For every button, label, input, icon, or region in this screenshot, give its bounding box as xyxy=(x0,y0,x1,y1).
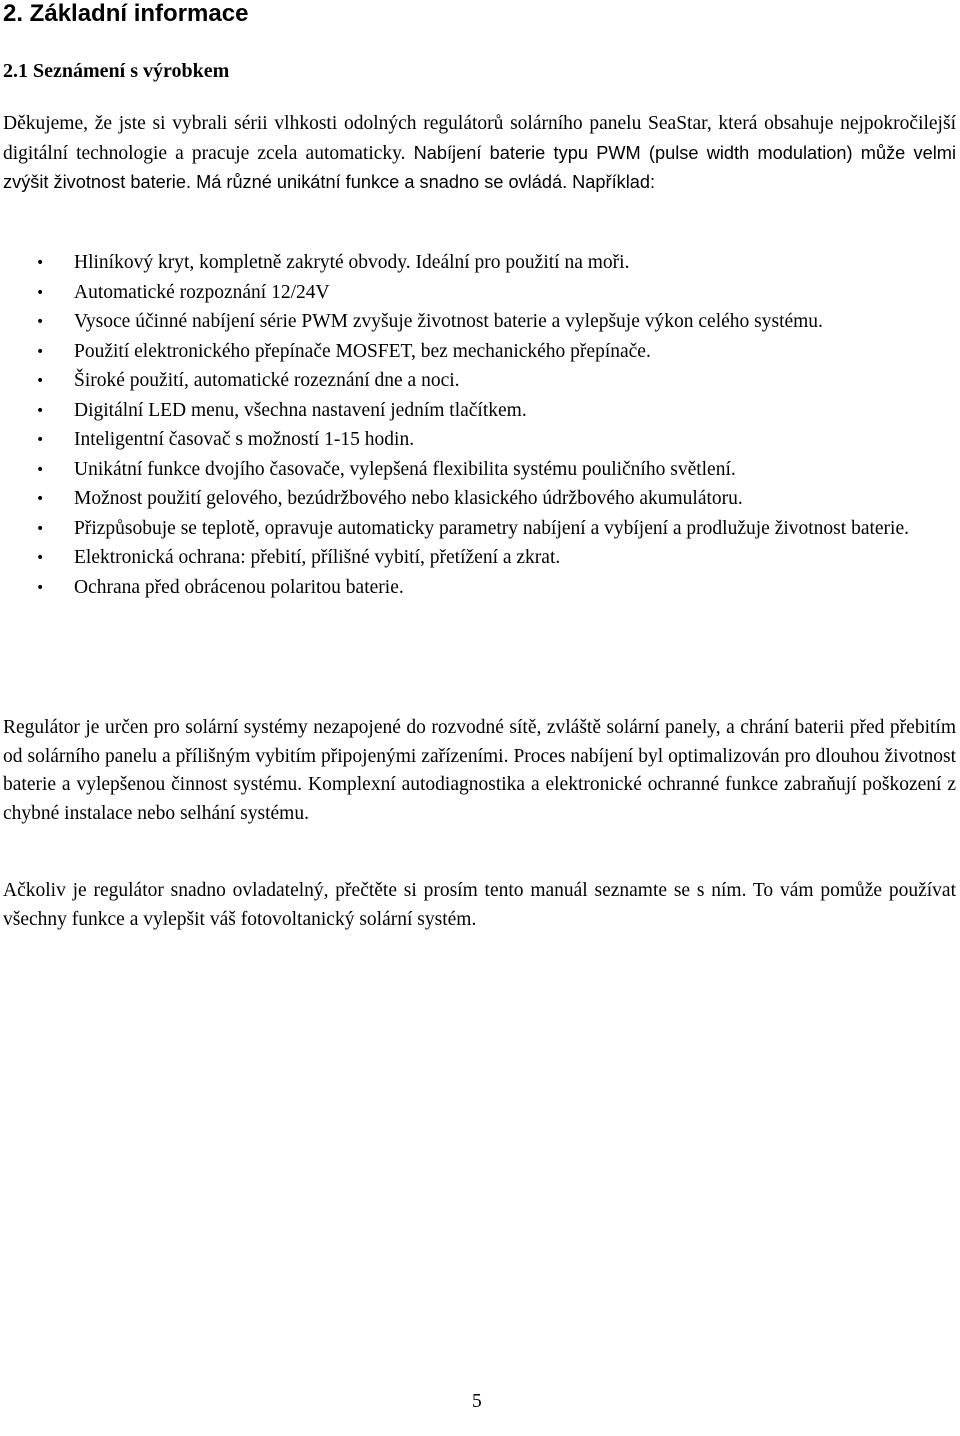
bullet-icon: • xyxy=(36,579,45,596)
list-item xyxy=(0,515,960,544)
bullet-icon: • xyxy=(36,432,45,448)
list-item-text: Vysoce účinné nabíjení série PWM zvyšuje životnost baterie a vylepšuje výkon celého systému. xyxy=(74,311,823,332)
list-item-text: Elektronická ochrana: přebití, přílišné vybití, přetížení a zkrat. xyxy=(74,547,561,568)
list-item-text: Široké použití, automatické rozeznání dne a noci. xyxy=(74,370,460,391)
bullet-icon: • xyxy=(36,520,45,537)
bullet-icon: • xyxy=(36,491,45,507)
list-item xyxy=(0,426,960,455)
list-item-text: Možnost použití gelového, bezúdržbového nebo klasického údržbového akumulátoru. xyxy=(74,488,743,509)
bullet-icon: • xyxy=(36,550,45,566)
purpose-paragraph: Regulátor je určen pro solární systémy nezapojené do rozvodné sítě, zvláště solární panely, a chrání baterii před přebitím od solárního panelu a přílišným vybitím připojenými zařízeními. Proces nabíjení byl optimalizován pro dlouhou životnost baterie a vylepšenou činnost systému. Komplexní autodiagnostika a elektronické ochranné funkce zabraňují poškození z chybné instalace nebo selhání systému. xyxy=(3,717,956,824)
section-heading: 2.1 Seznámení s výrobkem xyxy=(3,60,230,82)
manual-note-paragraph: Ačkoliv je regulátor snadno ovladatelný, přečtěte si prosím tento manuál seznamte se s ním. To vám pomůže používat všechny funkce a vylepšit váš fotovoltanický solární systém. xyxy=(3,880,956,930)
intro-text-serif: Děkujeme, že jste si vybrali sérii vlhkosti odolných regulátorů solárního panelu SeaStar, která obsahuje nejpokročilejší digitální technologie a pracuje zcela automaticky. xyxy=(3,113,956,164)
list-item-text: Použití elektronického přepínače MOSFET, bez mechanického přepínače. xyxy=(74,340,651,362)
intro-text-sans: Nabíjení baterie typu PWM (pulse width modulation) může velmi zvýšit životnost baterie. Má různé unikátní funkce a snadno se ovládá. Například: xyxy=(3,142,956,192)
list-item xyxy=(0,574,960,603)
page-number: 5 xyxy=(472,1391,482,1412)
list-item xyxy=(0,249,960,278)
intro-paragraph xyxy=(3,110,956,198)
bullet-icon: • xyxy=(36,255,45,271)
feature-list xyxy=(0,249,960,603)
bullet-icon: • xyxy=(36,373,45,389)
bullet-icon: • xyxy=(36,461,45,478)
list-item xyxy=(0,279,960,308)
list-item xyxy=(0,456,960,485)
list-item-text: Přizpůsobuje se teplotě, opravuje automaticky parametry nabíjení a vybíjení a prodlužuje životnost baterie. xyxy=(74,517,909,539)
list-item-text: Hliníkový kryt, kompletně zakryté obvody. Ideální pro použití na moři. xyxy=(74,252,630,273)
list-item-text: Automatické rozpoznání 12/24V xyxy=(74,281,330,303)
list-item xyxy=(0,367,960,396)
list-item xyxy=(0,397,960,426)
list-item-text: Unikátní funkce dvojího časovače, vylepšená flexibilita systému pouličního světlení. xyxy=(74,458,736,480)
list-item-text: Inteligentní časovač s možností 1-15 hodin. xyxy=(74,429,415,450)
list-item xyxy=(0,338,960,367)
bullet-icon: • xyxy=(36,343,45,360)
bullet-icon: • xyxy=(36,314,45,330)
list-item xyxy=(0,485,960,514)
list-item xyxy=(0,308,960,337)
list-item xyxy=(0,544,960,573)
list-item-text: Digitální LED menu, všechna nastavení jedním tlačítkem. xyxy=(74,399,527,421)
list-item-text: Ochrana před obrácenou polaritou baterie. xyxy=(74,576,404,598)
bullet-icon: • xyxy=(36,402,45,419)
chapter-heading: 2. Základní informace xyxy=(3,0,249,27)
bullet-icon: • xyxy=(36,284,45,301)
